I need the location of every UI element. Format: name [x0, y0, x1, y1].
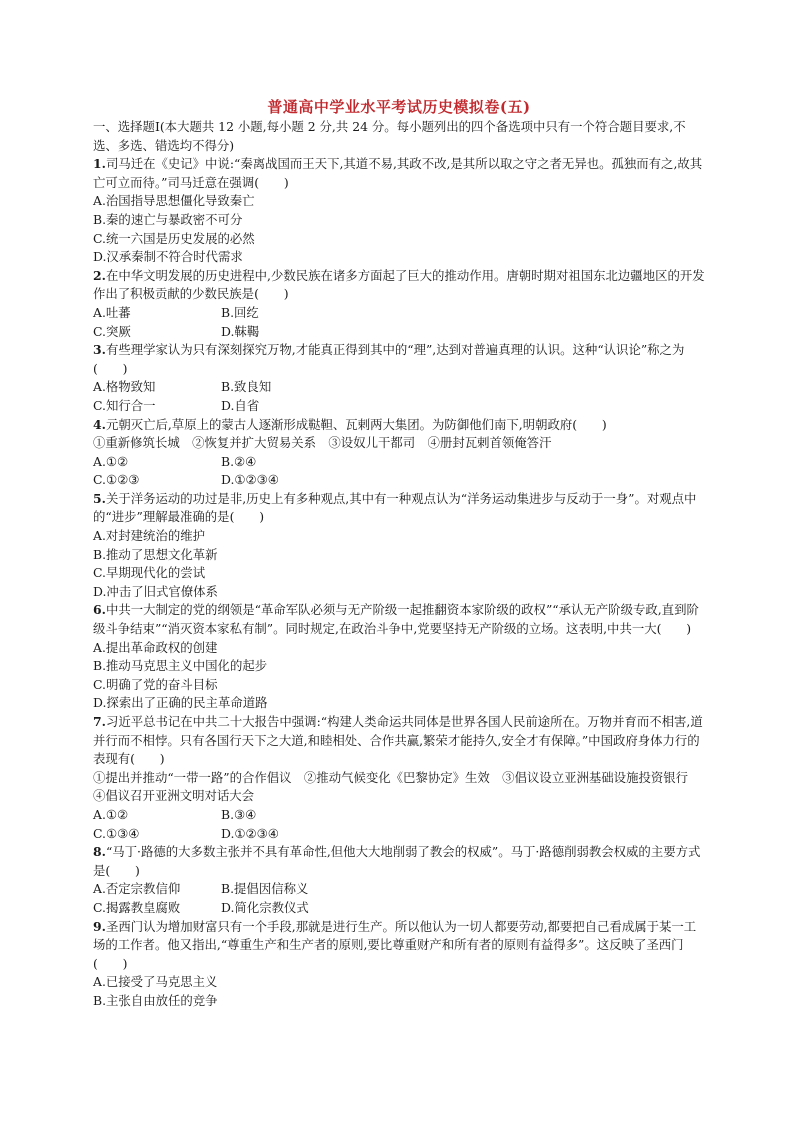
option-row: [93, 323, 705, 342]
option-row: [93, 453, 705, 472]
question-2: [93, 267, 705, 341]
option-row: [93, 899, 705, 918]
question-stem: 8.“马丁·路德的大多数主张并不具有革命性,但他大大地削弱了教会的权威”。马丁·路德削弱教会权威的主要方式是( ): [93, 844, 701, 878]
question-9: [93, 918, 705, 1011]
option-c: C.知行合一: [93, 397, 156, 413]
option-d: D.探索出了正确的民主革命道路: [93, 695, 268, 711]
option-row: [93, 806, 705, 825]
option-row: [93, 378, 705, 397]
option-b: B.推动马克思主义中国化的起步: [93, 658, 268, 674]
option-a: A.对封建统治的维护: [93, 528, 206, 544]
option-d: D.简化宗教仪式: [221, 899, 309, 915]
statement-list: ①提出并推动“一带一路”的合作倡议 ②推动气候变化《巴黎协定》生效 ③倡议设立亚洲基础设施投资银行 ④倡议召开亚洲文明对话大会: [93, 769, 701, 804]
option-c: C.统一六国是历史发展的必然: [93, 230, 255, 246]
option-a: A.提出革命政权的创建: [93, 639, 218, 655]
question-3: [93, 341, 705, 415]
option-c: C.①②③: [93, 472, 140, 488]
option-a: A.已接受了马克思主义: [93, 974, 218, 990]
option-row: [93, 397, 705, 416]
option-a: A.格物致知: [93, 379, 156, 395]
option-d: D.①②③④: [221, 472, 279, 488]
option-a: A.吐蕃: [93, 304, 131, 320]
option-c: C.①③④: [93, 825, 140, 841]
option-c: C.早期现代化的尝试: [93, 565, 206, 581]
question-stem: 5.关于洋务运动的功过是非,历史上有多种观点,其中有一种观点认为“洋务运动集进步与反动于一身”。对观点中的“进步”理解最准确的是( ): [93, 490, 697, 525]
question-stem: 9.圣西门认为增加财富只有一个手段,那就是进行生产。所以他认为一切人都要劳动,都要把自己看成属于某一工场的工作者。他又指出,“尊重生产和生产者的原则,要比尊重财产和所有者的原则有益得多”。这反映了圣西门( ): [93, 918, 697, 971]
question-5: [93, 490, 705, 602]
option-a: A.①②: [93, 453, 129, 469]
exam-page: [93, 96, 705, 1011]
page-title: 普通高中学业水平考试历史模拟卷(五): [267, 98, 531, 116]
section-heading: 一、选择题Ⅰ(本大题共 12 小题,每小题 2 分,共 24 分。每小题列出的四个备选项中只有一个符合题目要求,不选、多选、错选均不得分): [93, 119, 686, 153]
question-1: [93, 155, 705, 267]
question-6: [93, 601, 705, 713]
option-c: C.明确了党的奋斗目标: [93, 676, 218, 692]
question-8: [93, 843, 705, 917]
option-row: [93, 304, 705, 323]
statement-list: ①重新修筑长城 ②恢复并扩大贸易关系 ③设奴儿干都司 ④册封瓦剌首领俺答汗: [93, 435, 552, 451]
option-d: D.①②③④: [221, 825, 279, 841]
option-row: [93, 825, 705, 844]
option-b: B.主张自由放任的竞争: [93, 992, 218, 1008]
option-a: A.①②: [93, 806, 129, 822]
option-c: C.揭露教皇腐败: [93, 899, 181, 915]
option-a: A.治国指导思想僵化导致秦亡: [93, 193, 255, 209]
question-7: [93, 713, 705, 843]
question-stem: 4.元朝灭亡后,草原上的蒙古人逐渐形成鞑靼、瓦剌两大集团。为防御他们南下,明朝政府( ): [93, 416, 607, 432]
question-stem: 3.有些理学家认为只有深刻探究万物,才能真正得到其中的“理”,达到对普遍真理的认识。这种“认识论”称之为( ): [93, 342, 685, 376]
option-d: D.自省: [221, 397, 260, 413]
question-stem: 2.在中华文明发展的历史进程中,少数民族在诸多方面起了巨大的推动作用。唐朝时期对祖国东北边疆地区的开发作出了积极贡献的少数民族是( ): [93, 267, 705, 302]
option-b: B.提倡因信称义: [221, 881, 309, 897]
option-row: [93, 880, 705, 899]
option-row: [93, 471, 705, 490]
option-d: D.冲击了旧式官僚体系: [93, 583, 218, 599]
option-b: B.回纥: [221, 304, 259, 320]
option-b: B.③④: [221, 806, 257, 822]
option-d: D.靺鞨: [221, 323, 260, 339]
option-b: B.②④: [221, 453, 257, 469]
option-b: B.推动了思想文化革新: [93, 546, 218, 562]
option-a: A.否定宗教信仰: [93, 881, 181, 897]
option-c: C.突厥: [93, 323, 131, 339]
option-b: B.秦的速亡与暴政密不可分: [93, 211, 243, 227]
question-stem: 7.习近平总书记在中共二十大报告中强调:“构建人类命运共同体是世界各国人民前途所在。万物并育而不相害,道并行而不相悖。只有各国行天下之大道,和睦相处、合作共赢,繁荣才能持久,安全才有保障。”中国政府身体力行的表现有( ): [93, 714, 703, 767]
question-stem: 1.司马迁在《史记》中说:“秦离战国而王天下,其道不易,其政不改,是其所以取之守之者无异也。孤独而有之,故其亡可立而待。”司马迁意在强调( ): [93, 156, 703, 190]
question-4: [93, 416, 705, 490]
option-d: D.汉承秦制不符合时代需求: [93, 249, 243, 265]
option-b: B.致良知: [221, 379, 272, 395]
question-stem: 6.中共一大制定的党的纲领是“革命军队必须与无产阶级一起推翻资本家阶级的政权”“承认无产阶级专政,直到阶级斗争结束”“消灭资本家私有制”。同时规定,在政治斗争中,党要坚持无产阶级的立场。这表明,中共一大( ): [93, 602, 699, 637]
